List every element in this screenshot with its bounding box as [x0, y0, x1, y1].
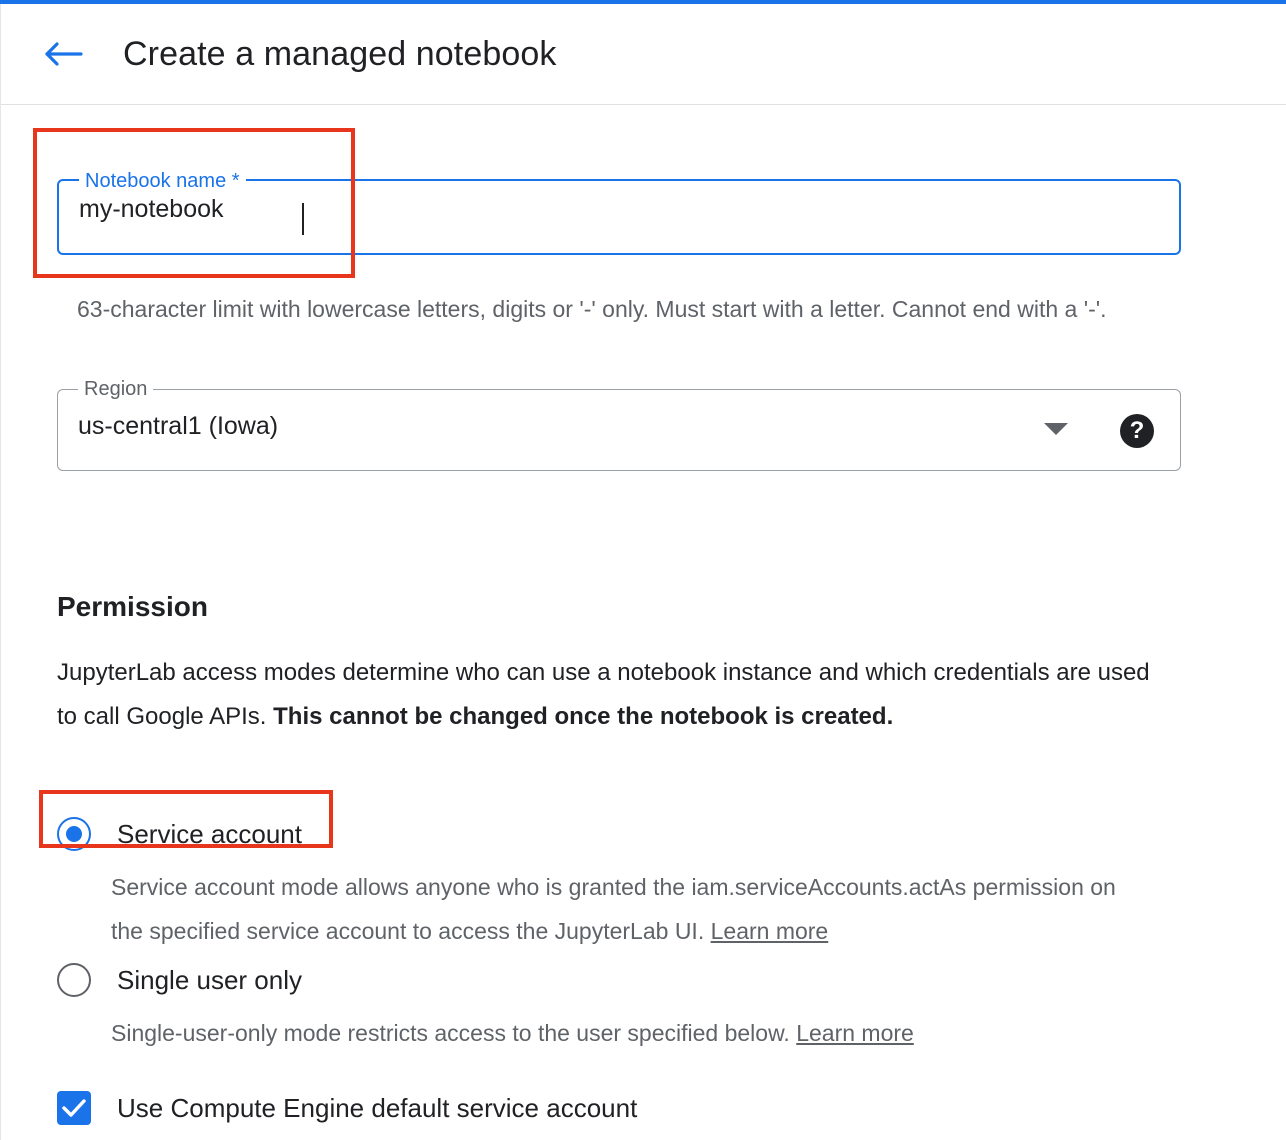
learn-more-link-single-user[interactable]: Learn more	[796, 1020, 914, 1046]
region-label: Region	[78, 376, 153, 402]
radio-label-service-account: Service account	[117, 818, 302, 849]
radio-button-single-user[interactable]	[57, 963, 91, 997]
radio-option-service-account[interactable]	[57, 817, 302, 851]
radio-option-single-user[interactable]	[57, 963, 302, 997]
back-arrow-icon[interactable]	[41, 32, 85, 76]
radio-description-text-service-account: Service account mode allows anyone who is granted the iam.serviceAccounts.actAs permission on the specified service account to access the JupyterLab UI.	[111, 874, 1116, 944]
default-service-account-label: Use Compute Engine default service account	[117, 1092, 638, 1123]
permission-section-title: Permission	[57, 591, 208, 622]
radio-description-single-user	[111, 1011, 1121, 1055]
permission-description-text: JupyterLab access modes determine who can use a notebook instance and which credentials are used to call Google APIs.	[57, 659, 1150, 730]
radio-button-service-account[interactable]	[57, 817, 91, 851]
notebook-name-field[interactable]	[57, 170, 1181, 255]
help-icon[interactable]: ?	[1120, 414, 1154, 448]
page-header	[1, 4, 1286, 105]
region-field-wrap	[57, 378, 1181, 471]
notebook-name-input[interactable]	[79, 195, 1139, 224]
default-service-account-checkbox-row[interactable]	[57, 1091, 637, 1125]
radio-description-service-account	[111, 865, 1121, 953]
permission-description	[57, 651, 1167, 739]
notebook-name-field-wrap	[57, 170, 1181, 255]
create-notebook-page	[0, 4, 1286, 1140]
region-select[interactable]	[57, 378, 1181, 471]
learn-more-link-service-account[interactable]: Learn more	[710, 918, 829, 944]
text-caret	[302, 203, 304, 235]
chevron-down-icon[interactable]	[1044, 423, 1068, 435]
radio-description-text-single-user: Single-user-only mode restricts access to the user specified below.	[111, 1020, 797, 1046]
page-title: Create a managed notebook	[123, 34, 557, 73]
checkbox-checked-icon[interactable]	[57, 1091, 91, 1125]
radio-label-single-user: Single user only	[117, 964, 302, 995]
permission-description-emphasis: This cannot be changed once the notebook is created.	[273, 703, 894, 730]
notebook-name-helper-text: 63-character limit with lowercase letters, digits or '-' only. Must start with a letter. Cannot end with a '-'.	[77, 296, 1107, 322]
region-selected-value: us-central1 (Iowa)	[78, 412, 279, 440]
notebook-name-label: Notebook name *	[79, 168, 246, 194]
